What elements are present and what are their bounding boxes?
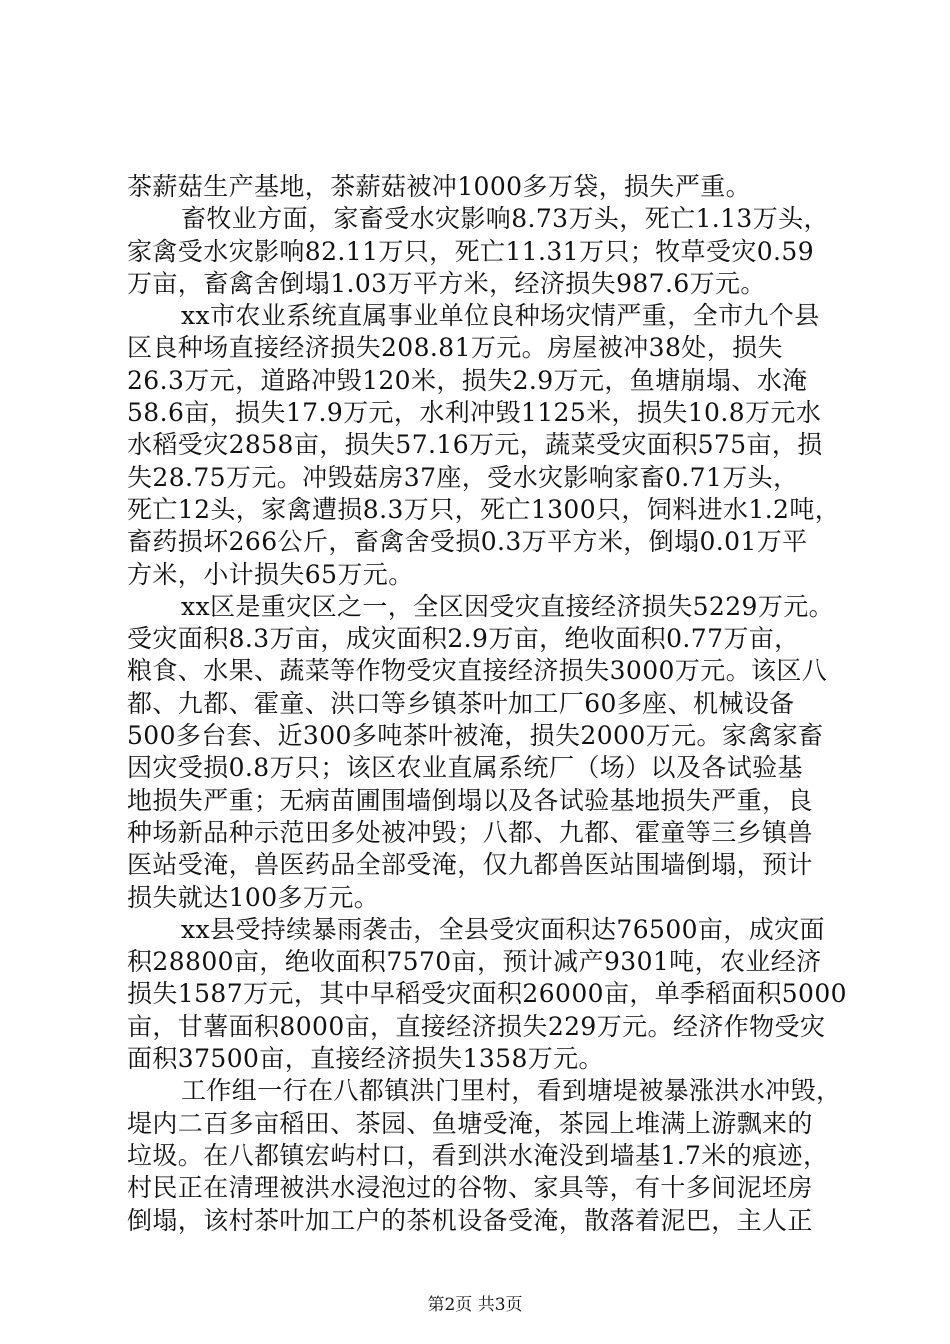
text-line: 面积37500亩，直接经济损失1358万元。 — [127, 1044, 604, 1074]
text-line: 受灾面积8.3万亩，成灾面积2.9万亩，绝收面积0.77万亩， — [127, 624, 800, 654]
text-line: 58.6亩，损失17.9万元，水利冲毁1125米，损失10.8万元水 — [127, 398, 822, 428]
text-line: 积28800亩，绝收面积7570亩，预计减产9301吨，农业经济 — [127, 947, 822, 977]
text-line: 26.3万元，道路冲毁120米，损失2.9万元，鱼塘崩塌、水淹 — [127, 365, 808, 395]
text-line: 粮食、水果、蔬菜等作物受灾直接经济损失3000万元。该区八 — [127, 656, 828, 686]
text-line: 家禽受水灾影响82.11万只，死亡11.31万只；牧草受灾0.59 — [127, 236, 815, 266]
text-line: 死亡12头，家禽遭损8.3万只，死亡1300只，饲料进水1.2吨， — [127, 494, 841, 524]
paragraph-county — [127, 914, 847, 1075]
text-line: 水稻受灾2858亩，损失57.16万元，蔬菜受灾面积575亩，损 — [127, 430, 823, 460]
text-line: 垃圾。在八都镇宏屿村口，看到洪水淹没到墙基1.7米的痕迹， — [127, 1140, 829, 1170]
text-line: 损失就达100多万元。 — [127, 882, 380, 912]
text-line: 区良种场直接经济损失208.81万元。房屋被冲38处，损失 — [127, 333, 783, 363]
paragraph-seed-farms — [127, 300, 839, 591]
text-line: 都、九都、霍童、洪口等乡镇茶叶加工厂60多座、机械设备 — [127, 688, 795, 718]
text-line: 失28.75万元。冲毁菇房37座，受水灾影响家畜0.71万头， — [127, 462, 799, 492]
paragraph-tea-mushroom — [127, 171, 839, 203]
text-line: 亩，甘薯面积8000亩，直接经济损失229万元。经济作物受灾 — [127, 1011, 826, 1041]
paragraph-work-group — [127, 1075, 842, 1236]
text-line: 堤内二百多亩稻田、茶园、鱼塘受淹，茶园上堆满上游飘来的 — [127, 1108, 813, 1138]
text-line: 万亩，畜禽舍倒塌1.03万平方米，经济损失987.6万元。 — [127, 268, 766, 298]
text-line: 畜药损坏266公斤，畜禽舍受损0.3万平方米，倒塌0.01万平 — [127, 527, 808, 557]
text-line: 500多台套、近300多吨茶叶被淹，损失2000万元。家禽家畜 — [127, 721, 824, 751]
text-line: xx县受持续暴雨袭击，全县受灾面积达76500亩，成灾面 — [181, 914, 825, 944]
paragraph-district — [127, 591, 839, 914]
text-line: 倒塌，该村茶叶加工户的茶机设备受淹，散落着泥巴，主人正 — [127, 1205, 813, 1235]
text-line: 方米，小计损失65万元。 — [127, 559, 414, 589]
text-line: 畜牧业方面，家畜受水灾影响8.73万头，死亡1.13万头， — [181, 204, 829, 234]
body-text — [127, 171, 847, 1237]
text-line: 地损失严重；无病苗圃围墙倒塌以及各试验基地损失严重，良 — [127, 785, 813, 815]
text-line: 损失1587万元，其中早稻受灾面积26000亩，单季稻面积5000 — [127, 979, 847, 1009]
paragraph-livestock — [127, 203, 839, 300]
text-line: xx区是重灾区之一，全区因受灾直接经济损失5229万元。 — [181, 591, 835, 621]
text-line: 种场新品种示范田多处被冲毁；八都、九都、霍童等三乡镇兽 — [127, 817, 813, 847]
text-line: 工作组一行在八都镇洪门里村，看到塘堤被暴涨洪水冲毁， — [181, 1076, 842, 1106]
text-line: xx市农业系统直属事业单位良种场灾情严重，全市九个县 — [181, 301, 820, 331]
text-line: 医站受淹，兽医药品全部受淹，仅九都兽医站围墙倒塌，预计 — [127, 850, 813, 880]
text-line: 村民正在清理被洪水浸泡过的谷物、家具等，有十多间泥坯房 — [127, 1173, 813, 1203]
page-number-footer: 第2页 共3页 — [427, 1295, 523, 1315]
text-line: 茶薪菇生产基地，茶薪菇被冲1000多万袋，损失严重。 — [127, 172, 752, 201]
text-line: 因灾受损0.8万只；该区农业直属系统厂（场）以及各试验基 — [127, 753, 803, 783]
